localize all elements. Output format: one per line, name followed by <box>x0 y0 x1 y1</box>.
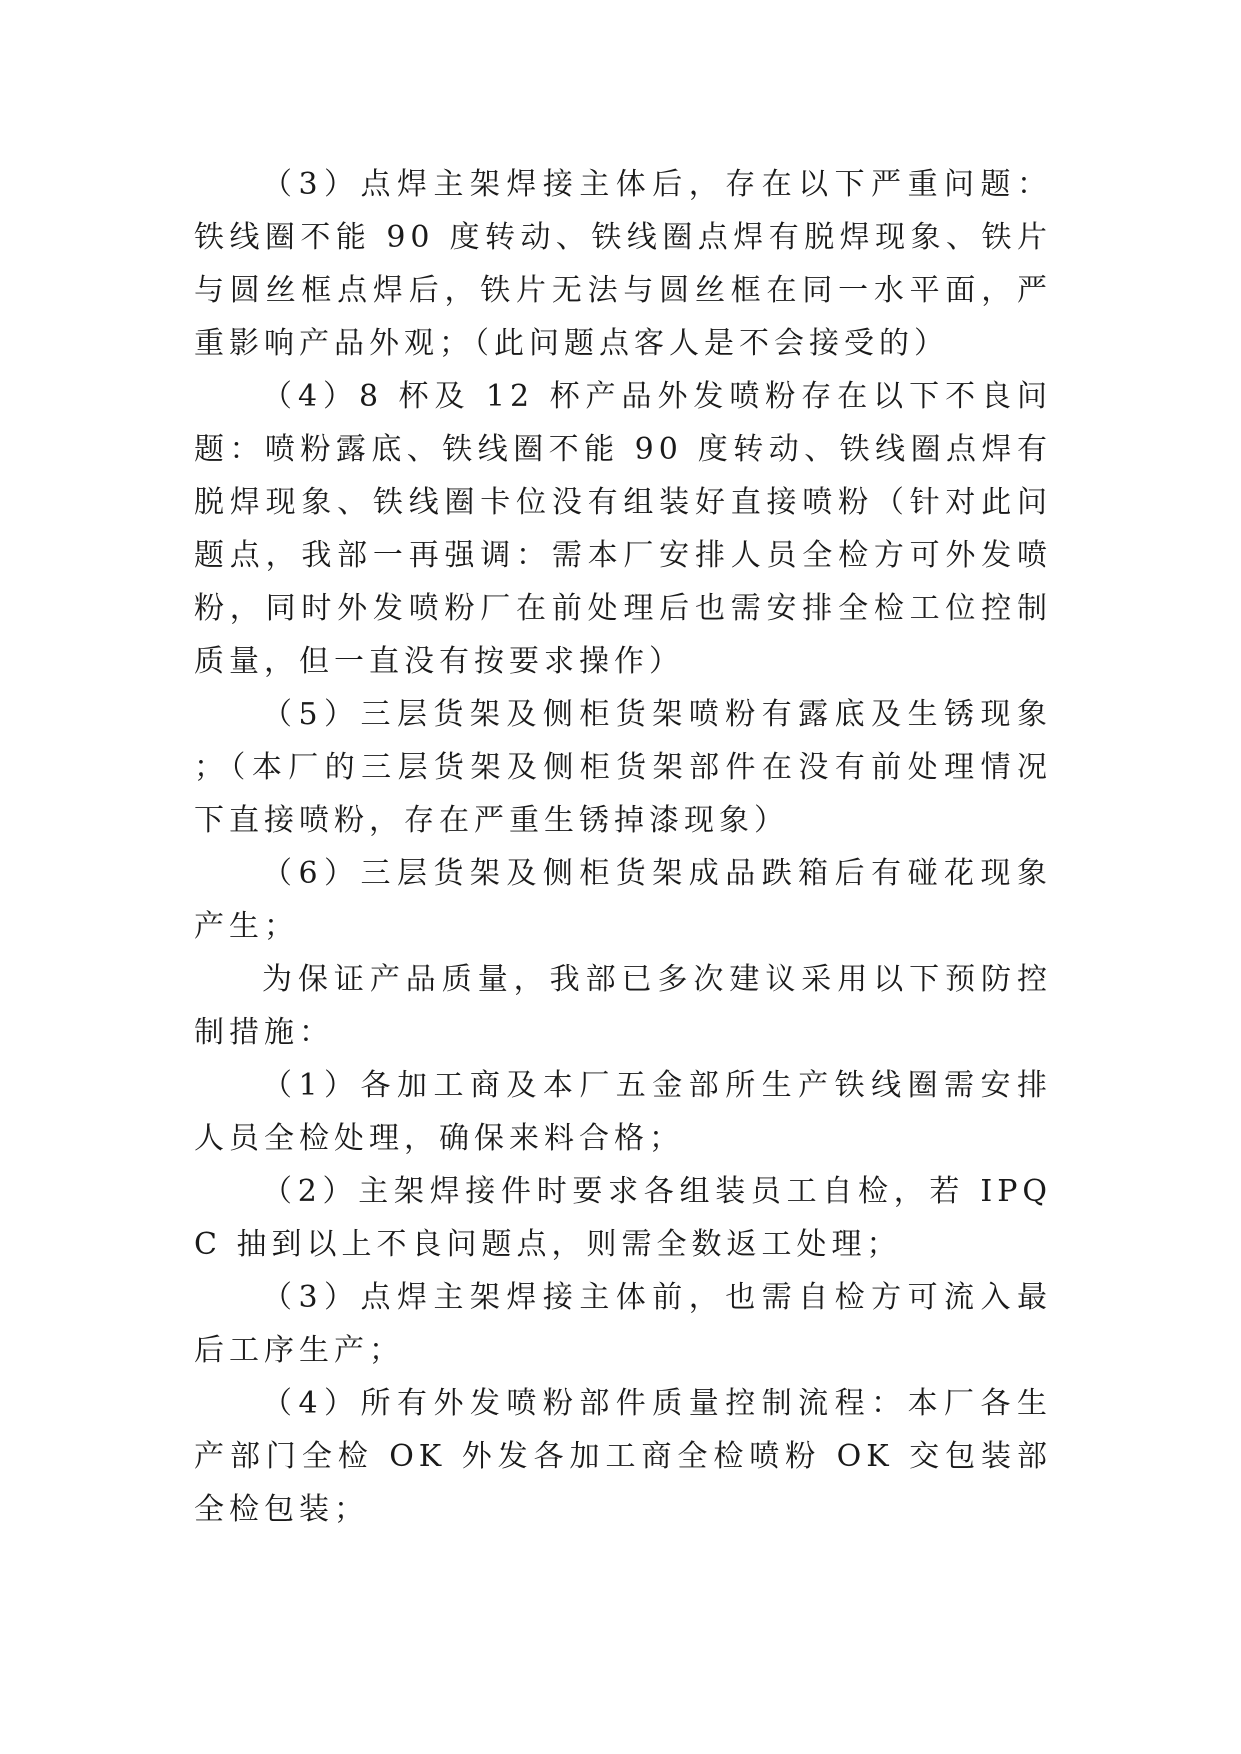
paragraph-issue-3: （3）点焊主架焊接主体后，存在以下严重问题：铁线圈不能 90 度转动、铁线圈点焊有脱焊现象、铁片与圆丝框点焊后，铁片无法与圆丝框在同一水平面，严重影响产品外观；（此问题点客人是不会接受的） <box>194 167 1052 361</box>
paragraph-measure-2: （2）主架焊接件时要求各组装员工自检，若 IPQC 抽到以上不良问题点，则需全数返工处理； <box>194 1174 1052 1262</box>
paragraph-issue-5: （5）三层货架及侧柜货架喷粉有露底及生锈现象；（本厂的三层货架及侧柜货架部件在没有前处理情况下直接喷粉，存在严重生锈掉漆现象） <box>194 697 1052 838</box>
document-body <box>194 158 1052 1536</box>
paragraph-issue-6: （6）三层货架及侧柜货架成品跌箱后有碰花现象产生； <box>194 856 1052 944</box>
paragraph-issue-4: （4）8 杯及 12 杯产品外发喷粉存在以下不良问题：喷粉露底、铁线圈不能 90 度转动、铁线圈点焊有脱焊现象、铁线圈卡位没有组装好直接喷粉（针对此问题点，我部一再强调：需本厂安排人员全检方可外发喷粉，同时外发喷粉厂在前处理后也需安排全检工位控制质量，但一直没有按要求操作） <box>194 379 1052 679</box>
paragraph-measures-intro: 为保证产品质量，我部已多次建议采用以下预防控制措施： <box>194 962 1052 1050</box>
paragraph-measure-4: （4）所有外发喷粉部件质量控制流程：本厂各生产部门全检 OK 外发各加工商全检喷粉 OK 交包装部全检包装； <box>194 1386 1052 1527</box>
paragraph-measure-3: （3）点焊主架焊接主体前，也需自检方可流入最后工序生产； <box>194 1280 1052 1368</box>
paragraph-measure-1: （1）各加工商及本厂五金部所生产铁线圈需安排人员全检处理，确保来料合格； <box>194 1068 1052 1156</box>
